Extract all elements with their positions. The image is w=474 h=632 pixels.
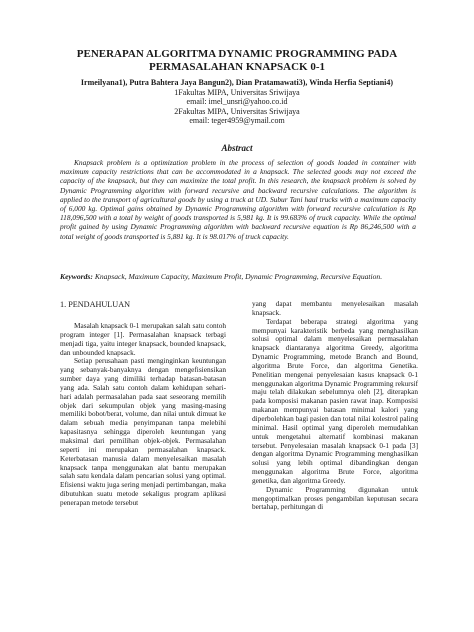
- left-paragraph-2: Setiap perusahaan pasti menginginkan keuntungan yang sebanyak-banyaknya dengan mengefisiensikan sumber daya yang dimiliki terhadap batasan-batasan yang ada. Salah satu contoh dalam kehidupan sehari-hari adalah permasalahan pada saat seseorang memilih objek dari sekumpulan objek yang masing-masing memiliki bobot/berat, volume, dan nilai untuk dimuat ke dalam sebuah media penyimpanan tanpa melebihi kapasitasnya sehingga diperoleh keuntungan yang maksimal dari pemilihan objek-objek. Permasalahan seperti ini merupakan permasalahan knapsack. Keterbatasan manusia dalam menyelesaikan masalah knapsack tanpa menggunakan alat bantu merupakan salah satu kendala dalam pencarian solusi yang optimal. Efisiensi waktu juga sering menjadi pertimbangan, maka dibutuhkan suatu metode sekaligus program aplikasi penerapan metode tersebut: [60, 356, 226, 507]
- right-paragraph-1: yang dapat membantu menyelesaikan masalah knapsack.: [252, 299, 418, 317]
- author-names: Irmeilyana1), Putra Bahtera Jaya Bangun2), Dian Pratamawati3), Winda Herfia Septiani4): [80, 78, 394, 87]
- left-column: [60, 322, 226, 508]
- abstract-heading: Abstract: [221, 143, 253, 153]
- section-heading: 1. PENDAHULUAN: [60, 300, 131, 309]
- author-block: [40, 78, 434, 126]
- right-column: [252, 300, 418, 512]
- affiliation-2: 2Fakultas MIPA, Universitas Sriwijaya: [174, 106, 300, 116]
- keywords-line: [60, 272, 416, 281]
- abstract-text: Knapsack problem is a optimization problem in the process of selection of goods loaded in container with maximum capacity restrictions that can be accommodated in a knapsack. The selected goods may not exceed the capacity of the knapsack, but they can maximize the total profit. In this research, the knapsack problem is solved by Dynamic Programming algorithm with forward recursive and backward recursive calculations. The algorithm is applied to the transport of agricultural goods by using a truck at UD. Subur Tani haul trucks with a maximum capacity of 6,000 kg. Optimal gains obtained by Dynamic Programming algorithm with forward recursive calculation is Rp 118,096,500 with a total by weight of goods transported is 5,981 kg. It is 99.683% of truck capacity. While the optimal profit gained by using Dynamic Programming algorithm with backward recursive equation is Rp 86,246,500 with a total weight of goods transported is 5,881 kg. It is 98.017% of truck capacity.: [60, 158, 416, 241]
- email-2: email: teger4959@ymail.com: [189, 116, 285, 126]
- email-1: email: imel_unsri@yahoo.co.id: [186, 97, 288, 107]
- right-paragraph-3: Dynamic Programming digunakan untuk mengoptimalkan proses pengambilan keputusan secara bertahap, perhitungan di: [252, 484, 418, 512]
- title-line-1: PENERAPAN ALGORITMA DYNAMIC PROGRAMMING PADA: [76, 48, 398, 60]
- right-paragraph-2: Terdapat beberapa strategi algoritma yang mempunyai karakteristik berbeda yang menghasilkan solusi optimal dalam menyelesaikan permasalahan knapsack diantaranya algoritma Greedy, algoritma Dynamic Programming, metode Branch and Bound, algoritma Brute Force, dan algoritma Genetika. Penelitian mengenai penyelesaian kasus knapsack 0-1 menggunakan algoritma Dynamic Programming rekursif maju telah dilakukan sebelumnya oleh [2], diterapkan pada komposisi makanan pasien rawat inap. Komposisi makanan mempunyai batasan minimal kalori yang diperbolehkan bagi pasien dan total nilai kolestrol paling minimal. Hasil optimal yang diperoleh memudahkan untuk mengetahui alternatif kombinasi makanan tersebut. Penyelesaian masalah knapsack 0-1 pada [3] dengan algoritma Dynamic Programming menghasilkan solusi yang lebih optimal dibandingkan dengan menggunakan algoritma Brute Force, algoritma genetika, dan algoritma Greedy.: [252, 316, 418, 485]
- keywords-text: Knapsack, Maximum Capacity, Maximum Profit, Dynamic Programming, Recursive Equation.: [94, 272, 383, 281]
- affiliation-1: 1Fakultas MIPA, Universitas Sriwijaya: [174, 87, 300, 97]
- paper-title: [40, 48, 434, 74]
- title-line-2: PERMASALAHAN KNAPSACK 0-1: [149, 61, 325, 73]
- keywords-label: Keywords:: [60, 272, 93, 281]
- left-paragraph-1: Masalah knapsack 0-1 merupakan salah satu contoh program integer [1]. Permasalahan knapsack terbagi menjadi tiga, yaitu integer knapsack, bounded knapsack, dan unbounded knapsack.: [60, 321, 226, 357]
